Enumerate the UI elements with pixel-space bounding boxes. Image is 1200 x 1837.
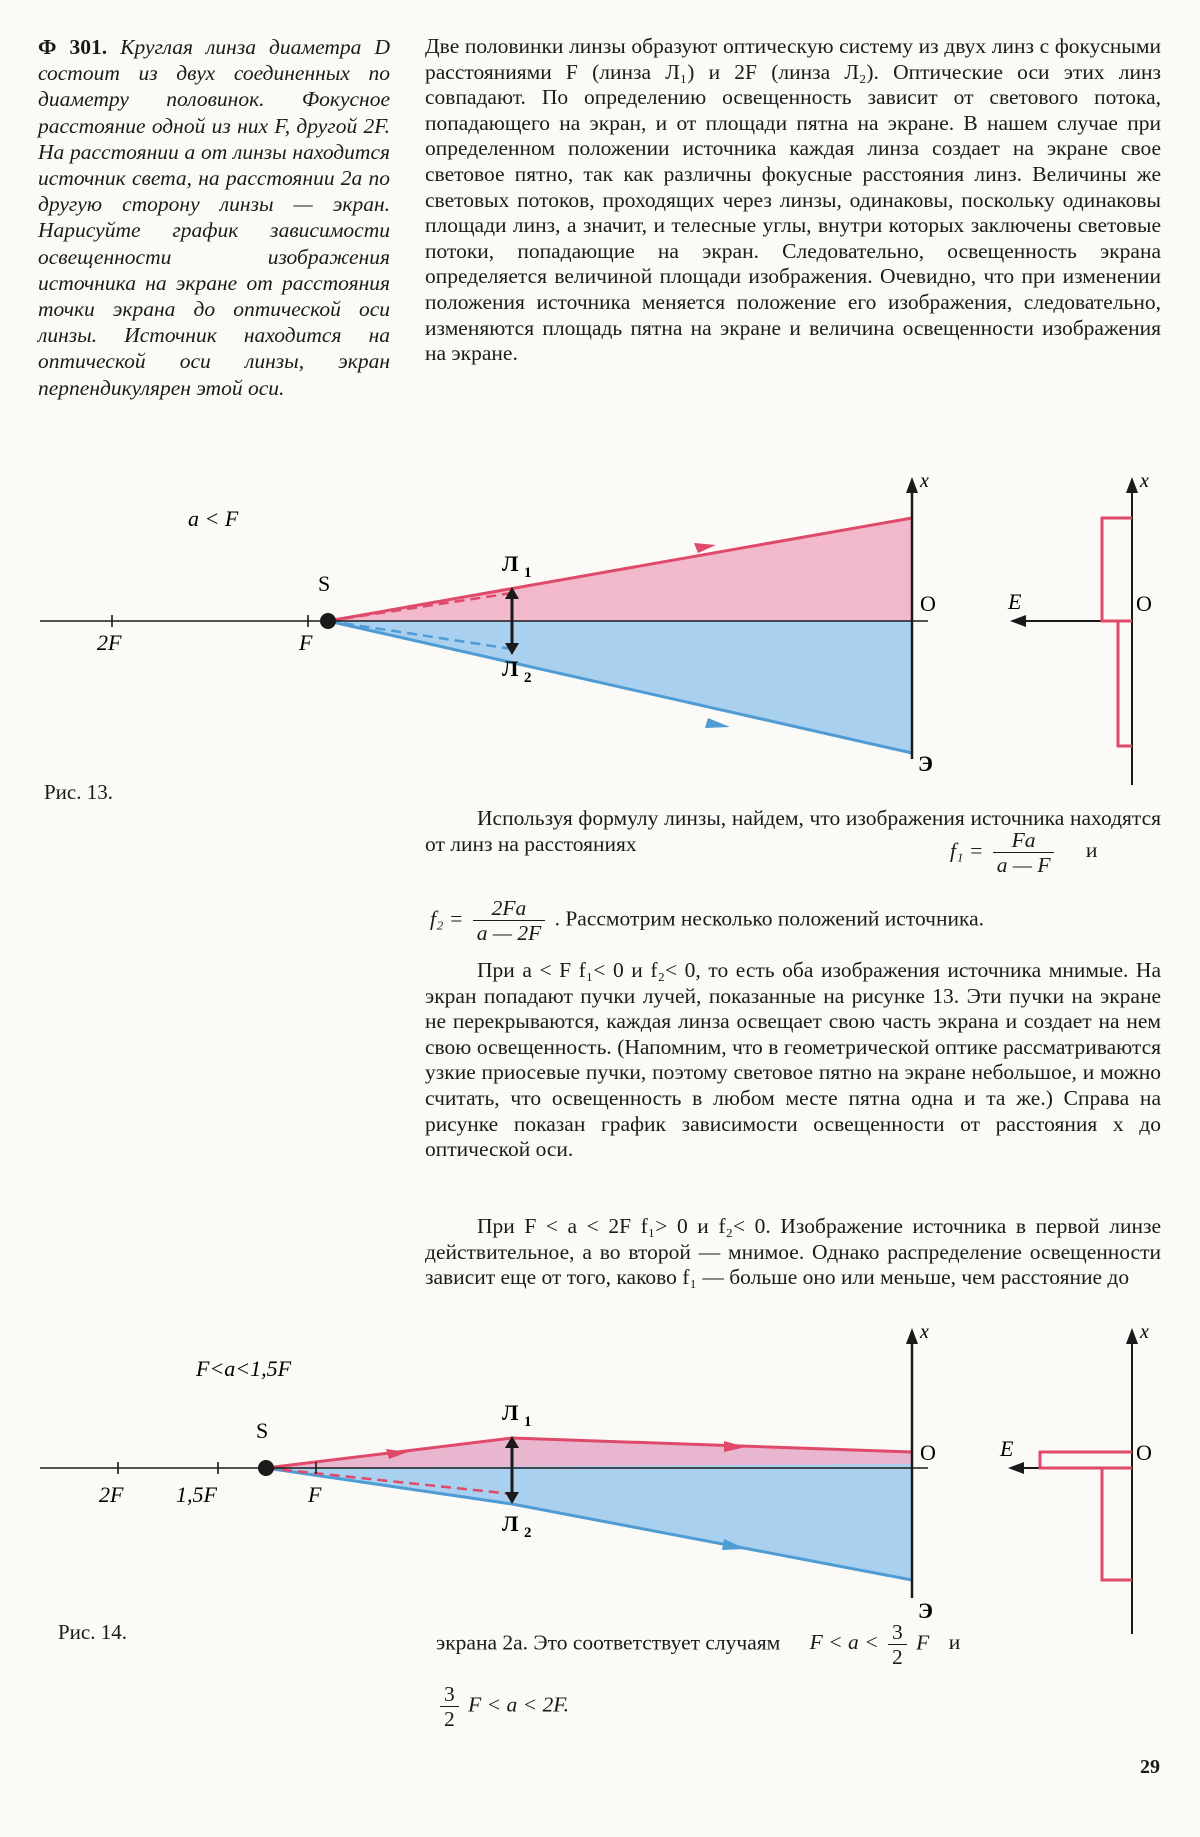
- fig13-blue-arrow: [705, 718, 730, 728]
- fig14-label-lens1-sub: 1: [524, 1414, 532, 1430]
- tail-frac2-den: 2: [440, 1706, 459, 1731]
- formula-f1-den: a — F: [993, 852, 1055, 877]
- fig14-source-point: [258, 1460, 274, 1476]
- fig14-caption: Рис. 14.: [58, 1620, 127, 1644]
- fig14-label-lens2: Л: [502, 1511, 519, 1536]
- problem-number: Ф 301.: [38, 35, 108, 59]
- fig13-caption: Рис. 13.: [44, 780, 113, 804]
- solution-paragraph-2: При a < F f₁< 0 и f₂< 0, то есть оба изображения источника мнимые. На экран попадают пучки лучей, показанные на рисунке 13. Эти пучки на экране не перекрываются, каждая линза освещает свою часть экрана и создает на нем свою освещенность. (Напомним, что в геометрической оптике рассматриваются узкие приосевые пучки, поэтому световое пятно на экране небольшое, и можно считать, что освещенность в любом месте пятна одна и та же.) Справа на рисунке показан график зависимости освещенности от расстояния x до оптической оси.: [425, 958, 1161, 1162]
- problem-statement: [38, 34, 390, 401]
- formula-f2-tail: . Рассмотрим несколько положений источника.: [554, 906, 984, 931]
- figure-14: [0, 1314, 1200, 1644]
- formula-and: и: [1085, 838, 1098, 863]
- problem-text: Круглая линза диаметра D состоит из двух соединенных по диаметру половинок. Фокусное расстояние одной из них F, другой 2F. На расстоянии a от линзы находится источник света, на расстоянии 2a по другую сторону линзы — экран. Нарисуйте график зависимости освещенности изображения источника на экране от расстояния точки экрана до оптической оси линзы. Источник находится на оптической оси линзы, экран перпендикулярен этой оси.: [38, 35, 390, 400]
- tail-frac1-num: 3: [892, 1620, 903, 1644]
- formula-f2-lhs: f₂ =: [430, 906, 464, 931]
- fig13-label-lens2-sub: 2: [524, 670, 532, 686]
- fig14-graph-label-x: x: [1140, 1321, 1149, 1343]
- fig14-label-lens1: Л: [502, 1400, 519, 1425]
- tail-frac1-den: 2: [888, 1644, 907, 1669]
- fig14-label-x: x: [920, 1321, 929, 1343]
- tail-fraction-2: [440, 1682, 459, 1731]
- tail-ineq1-left: F < a <: [809, 1630, 879, 1655]
- formula-intro: Используя формулу линзы, найдем, что изображения источника находятся от линз на расстояниях: [425, 806, 1161, 856]
- tail-text: экрана 2a. Это соответствует случаям: [436, 1630, 781, 1655]
- fig13-label-lens2: Л: [502, 656, 519, 681]
- fig14-screen-x-arrow: [906, 1328, 918, 1344]
- fig13-graph-e-arrow: [1010, 615, 1026, 627]
- fig13-screen-x-arrow: [906, 477, 918, 493]
- fig13-label-s: S: [318, 571, 331, 596]
- formula-f2-den: a — 2F: [473, 920, 546, 945]
- page-number: 29: [1140, 1756, 1160, 1778]
- fig14-graph-x-arrow: [1126, 1328, 1138, 1344]
- fig14-label-2f: 2F: [99, 1482, 124, 1507]
- fig13-label-lens1: Л: [502, 551, 519, 576]
- fig13-graph-x-arrow: [1126, 477, 1138, 493]
- fig13-label-o: O: [920, 591, 936, 616]
- fig13-graph-red-curve: [1102, 518, 1132, 621]
- tail-fraction-1: [888, 1620, 907, 1669]
- tail-line-2: [436, 1682, 569, 1731]
- fig13-graph-label-o: O: [1136, 591, 1152, 616]
- fig13-condition: a < F: [188, 506, 239, 531]
- fig13-label-f: F: [299, 630, 313, 655]
- formula-f2-num: 2Fa: [491, 896, 527, 920]
- fig13-graph-label-x: x: [1140, 470, 1149, 492]
- formula-f1: [950, 828, 1097, 877]
- tail-ineq1-right: F: [916, 1630, 930, 1655]
- solution-paragraph-1: Две половинки линзы образуют оптическую систему из двух линз с фокусными расстояниями F (линза Л₁) и 2F (линза Л₂). Оптические оси этих линз совпадают. По определению освещенность зависит от светового потока, попадающего на экран, и от площади пятна на экране. В нашем случае при определенном положении источника каждая линза создает на экране свое световое пятно, так как различны фокусные расстояния линз. Величины же световых потоков, проходящих через линзы, одинаковы, поскольку одинаковы площади линз, а значит, и телесные углы, внутри которых заключены световые потоки, попадающие на экран. Следовательно, освещенность экрана определяется величиной площади изображения. Очевидно, что при изменении положения источника меняется положение его изображения, следовательно, изменяются площадь пятна на экране и величина освещенности изображения на экране.: [425, 34, 1161, 366]
- fig13-label-lens1-sub: 1: [524, 565, 532, 581]
- fig14-graph-red-curve: [1040, 1452, 1132, 1468]
- fig14-graph-blue-curve: [1102, 1468, 1132, 1580]
- solution-paragraph-3: При F < a < 2F f₁> 0 и f₂< 0. Изображение источника в первой линзе действительное, а во второй — мнимое. Однако распределение освещенности зависит еще от того, каково f₁ — больше оно или меньше, чем расстояние до: [425, 1214, 1161, 1290]
- formula-f2: [430, 896, 984, 945]
- fig13-graph-label-e: E: [1008, 589, 1022, 614]
- fig14-condition: F<a<1,5F: [196, 1356, 292, 1381]
- fig13-label-x: x: [920, 470, 929, 492]
- tail-and: и: [948, 1630, 961, 1655]
- fig14-label-f: F: [308, 1482, 322, 1507]
- figure-13: [0, 465, 1200, 805]
- fig13-label-screen: Э: [918, 751, 933, 776]
- tail-frac2-num: 3: [444, 1682, 455, 1706]
- fig14-graph-e-arrow: [1008, 1462, 1024, 1474]
- formula-f1-fraction: [993, 828, 1055, 877]
- fig14-label-lens2-sub: 2: [524, 1525, 532, 1541]
- formula-f1-lhs: f₁ =: [950, 838, 984, 863]
- fig14-red-beam: [266, 1438, 912, 1468]
- fig13-label-2f: 2F: [97, 630, 122, 655]
- tail-ineq2: F < a < 2F.: [468, 1692, 570, 1717]
- fig13-graph-blue-curve: [1118, 621, 1132, 746]
- fig14-label-screen: Э: [918, 1598, 933, 1623]
- formula-f2-fraction: [473, 896, 546, 945]
- fig14-label-15f: 1,5F: [176, 1482, 217, 1507]
- fig13-source-point: [320, 613, 336, 629]
- fig14-label-s: S: [256, 1418, 269, 1443]
- fig14-graph-label-e: E: [1000, 1436, 1014, 1461]
- tail-line-1: [436, 1620, 960, 1669]
- formula-f1-num: Fa: [1011, 828, 1036, 852]
- fig14-label-o: O: [920, 1440, 936, 1465]
- fig13-red-arrow: [694, 543, 716, 553]
- fig14-graph-label-o: O: [1136, 1440, 1152, 1465]
